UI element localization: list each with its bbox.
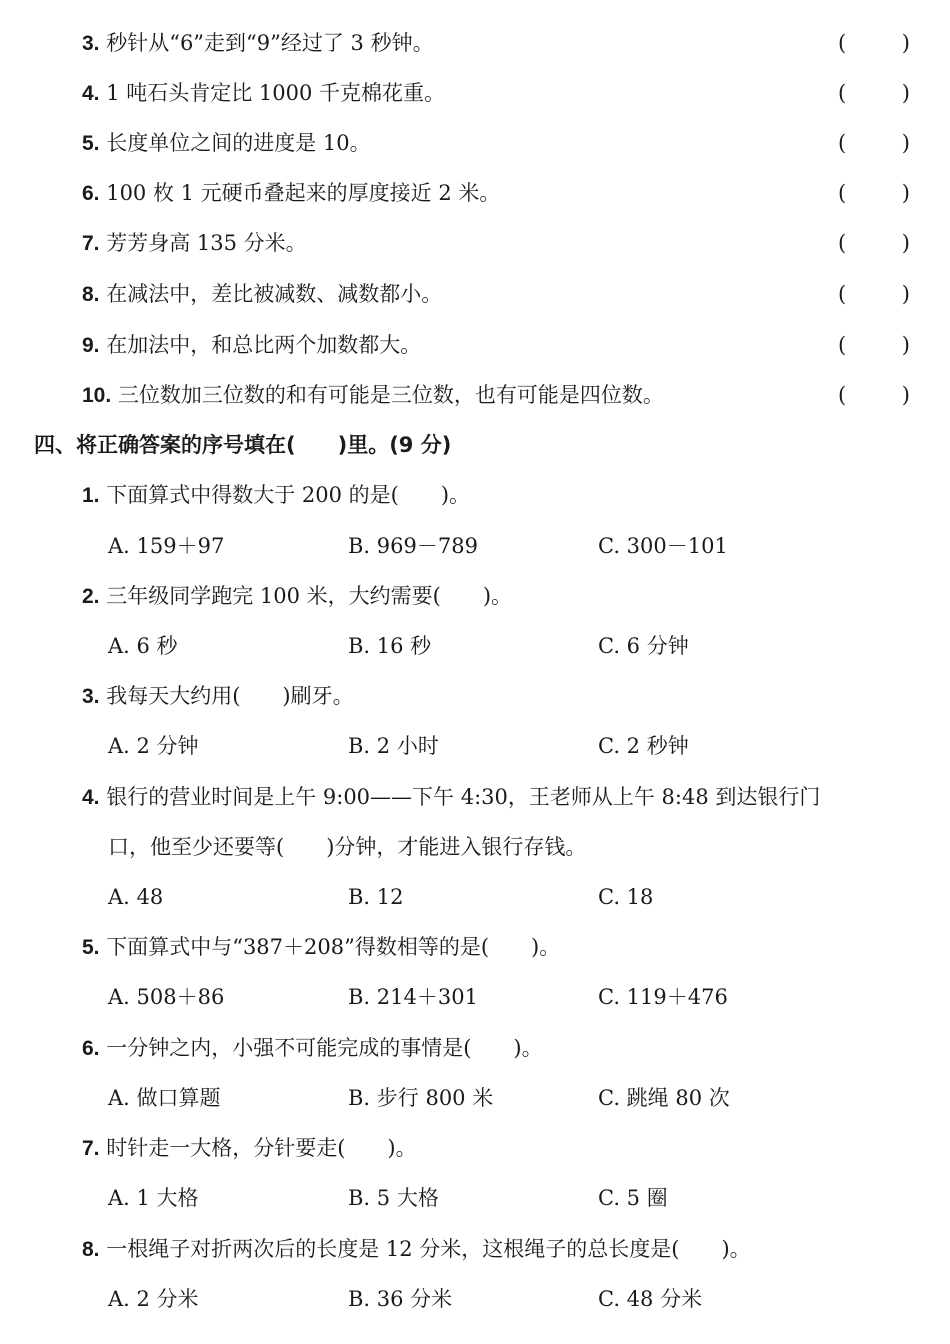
judgment-question-6 (82, 178, 500, 209)
option-a: A. 1 大格 (108, 1186, 199, 1210)
question-number: 4. (82, 786, 100, 809)
question-number: 8. (82, 283, 100, 306)
option-c: C. 2 秒钟 (598, 734, 689, 758)
question-number: 5. (82, 936, 100, 959)
question-text: 在减法中，差比被减数、减数都小。 (106, 282, 443, 306)
question-text: 秒针从“6”走到“9”经过了 3 秒钟。 (106, 31, 434, 55)
question-text: 银行的营业时间是上午 9:00——下午 4:30，王老师从上午 8:48 到达银行门 (106, 785, 821, 809)
option-c: C. 300－101 (598, 534, 728, 558)
choice-question-1 (82, 480, 470, 511)
judgment-question-9 (82, 330, 421, 361)
choice-question-8 (82, 1234, 751, 1265)
question-number: 10. (82, 384, 112, 407)
option-c: C. 48 分米 (598, 1287, 703, 1311)
judgment-question-3 (82, 28, 434, 59)
answer-blank: ( ) (838, 181, 910, 205)
choice-question-6 (82, 1033, 543, 1064)
option-a: A. 159＋97 (108, 534, 225, 558)
question-text: 芳芳身高 135 分米。 (106, 231, 307, 255)
question-text: 我每天大约用( )刷牙。 (106, 684, 354, 708)
question-number: 2. (82, 585, 100, 608)
question-number: 7. (82, 1137, 100, 1160)
answer-blank: ( ) (838, 383, 910, 407)
judgment-question-4 (82, 78, 445, 109)
option-c: C. 119＋476 (598, 985, 728, 1009)
choice-question-3 (82, 681, 354, 712)
judgment-question-5 (82, 128, 371, 159)
option-b: B. 步行 800 米 (348, 1086, 494, 1110)
question-text: 长度单位之间的进度是 10。 (106, 131, 371, 155)
question-text: 一分钟之内，小强不可能完成的事情是( )。 (106, 1036, 543, 1060)
choice-question-5 (82, 932, 560, 963)
option-b: B. 36 分米 (348, 1287, 453, 1311)
question-number: 8. (82, 1238, 100, 1261)
question-text: 一根绳子对折两次后的长度是 12 分米，这根绳子的总长度是( )。 (106, 1237, 751, 1261)
choice-question-2 (82, 581, 512, 612)
judgment-question-7 (82, 228, 307, 259)
question-text: 100 枚 1 元硬币叠起来的厚度接近 2 米。 (106, 181, 501, 205)
question-text: 时针走一大格，分针要走( )。 (106, 1136, 417, 1160)
option-c: C. 18 (598, 885, 654, 909)
judgment-question-10 (82, 380, 664, 411)
answer-blank: ( ) (838, 282, 910, 306)
question-number: 6. (82, 1037, 100, 1060)
question-number: 7. (82, 232, 100, 255)
question-text: 三年级同学跑完 100 米，大约需要( )。 (106, 584, 513, 608)
option-b: B. 12 (348, 885, 404, 909)
option-b: B. 5 大格 (348, 1186, 439, 1210)
option-a: A. 2 分钟 (108, 734, 199, 758)
option-b: B. 16 秒 (348, 634, 432, 658)
option-b: B. 2 小时 (348, 734, 439, 758)
question-text: 下面算式中与“387＋208”得数相等的是( )。 (106, 935, 561, 959)
option-a: A. 6 秒 (108, 634, 178, 658)
question-text: 在加法中，和总比两个加数都大。 (106, 333, 422, 357)
question-text: 三位数加三位数的和有可能是三位数，也有可能是四位数。 (117, 383, 664, 407)
option-c: C. 5 圈 (598, 1186, 668, 1210)
option-a: A. 508＋86 (108, 985, 225, 1009)
option-c: C. 6 分钟 (598, 634, 689, 658)
choice-question-7 (82, 1133, 417, 1164)
question-number: 3. (82, 32, 100, 55)
question-number: 6. (82, 182, 100, 205)
question-text-continued: 口，他至少还要等( )分钟，才能进入银行存钱。 (108, 835, 587, 859)
question-number: 1. (82, 484, 100, 507)
question-text: 1 吨石头肯定比 1000 千克棉花重。 (106, 81, 446, 105)
option-c: C. 跳绳 80 次 (598, 1086, 730, 1110)
answer-blank: ( ) (838, 81, 910, 105)
question-number: 3. (82, 685, 100, 708)
question-text: 下面算式中得数大于 200 的是( )。 (106, 483, 471, 507)
question-number: 4. (82, 82, 100, 105)
section-title: 四、将正确答案的序号填在( )里。(9 分) (34, 433, 452, 457)
option-b: B. 969－789 (348, 534, 478, 558)
answer-blank: ( ) (838, 131, 910, 155)
answer-blank: ( ) (838, 333, 910, 357)
choice-question-4 (82, 782, 820, 813)
option-a: A. 2 分米 (108, 1287, 199, 1311)
question-number: 5. (82, 132, 100, 155)
question-number: 9. (82, 334, 100, 357)
answer-blank: ( ) (838, 231, 910, 255)
answer-blank: ( ) (838, 31, 910, 55)
judgment-question-8 (82, 279, 442, 310)
option-a: A. 48 (108, 885, 164, 909)
option-a: A. 做口算题 (108, 1086, 221, 1110)
option-b: B. 214＋301 (348, 985, 478, 1009)
